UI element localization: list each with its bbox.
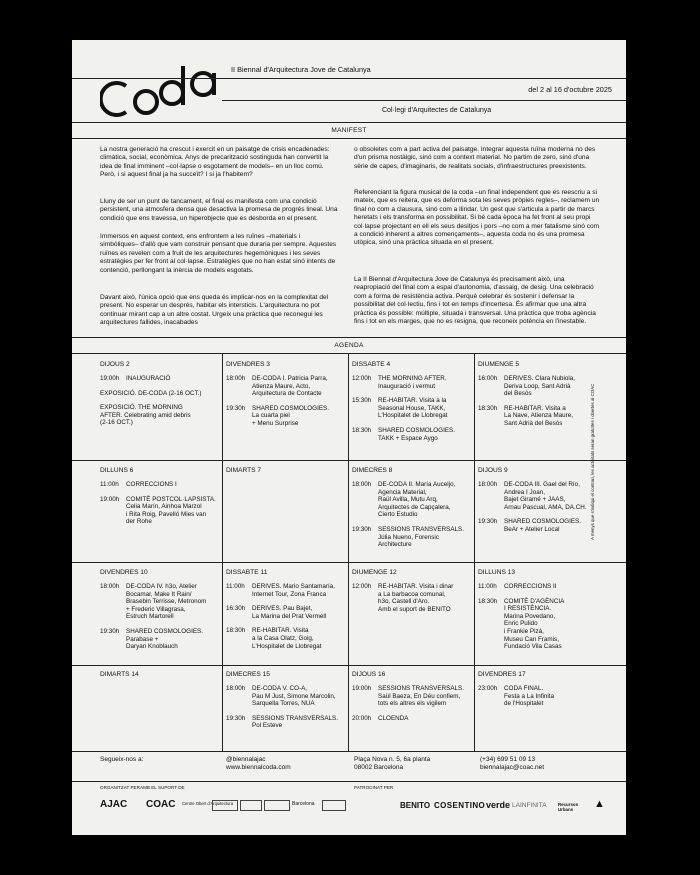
agenda-day-label: DIVENDRES 17: [478, 671, 526, 678]
divider: [222, 100, 626, 101]
event-description: EXPOSICIÓ. DE-CODA (2-16 OCT.): [100, 389, 202, 397]
sponsored-label: PATROCINAT PER: [354, 785, 394, 790]
centre-obert-logo: Centre Obert d'Arquitectura: [182, 801, 234, 806]
m-icon: ▲: [594, 798, 605, 810]
social-links[interactable]: @biennalajac www.biennalcoda.com: [226, 756, 291, 772]
biennal-title: II Biennal d'Arquitectura Jove de Catalunya: [231, 65, 371, 74]
event-description: DE-CODA II. María Auceljo, Agencia Material, Raül Avilla, Mutu Arq, Arquitectes de Capçalera, Cierto Estudio: [378, 481, 456, 519]
event-description: SESSIONS TRANSVERSALS. Pol Esteve: [252, 714, 338, 730]
manifest-paragraph: Lluny de ser un punt de tancament, el final es manifesta com una condició persistent, una atmosfera densa que desactiva la promesa de progrés lineal. Una condició que ens travessa, un hiperobjecte que es desborda en el present.: [100, 198, 338, 222]
divider: [72, 751, 626, 752]
agenda-day-label: DIVENDRES 3: [226, 361, 270, 368]
event-description: SESSIONS TRANSVERSALS. Saül Baeza, En Déu confiem, tots els altres els vigilem: [378, 685, 464, 708]
agenda-day-label: DIMECRES 8: [352, 467, 393, 474]
event-description: CODA FINAL. Festa a La Infinita de l'Hospitalet: [504, 685, 555, 708]
agenda-day-label: DILLUNS 13: [478, 569, 516, 576]
event-description: DE-CODA IV. h3o, Atelier Bocamar, Make It Rain/ Brasebin Terrisse, Metronom + Frederic Villagrasa, Estruch Martorell: [126, 583, 207, 621]
event-description: COMITÈ POSTCOL·LAPSISTA. Celia Marín, Ainhoa Marzol i Rita Roig, Pavelló Mies van der Rohe: [126, 495, 216, 526]
event-time: 11:00h: [100, 481, 119, 488]
ajac-logo: AJAC: [100, 799, 128, 810]
agenda-day-label: DIJOUS 9: [478, 467, 508, 474]
event-dates: del 2 al 16 d'octubre 2025: [528, 85, 612, 94]
poster: [72, 40, 626, 835]
event-description: CORRECCIONS I: [126, 481, 177, 488]
agenda-day-label: DIMARTS 14: [100, 671, 139, 678]
divider: [72, 353, 626, 354]
event-description: THE MORNING AFTER. Inauguració i vermut: [378, 375, 447, 390]
verde-logo: verde: [486, 800, 511, 810]
event-time: 23:00h: [478, 685, 498, 692]
coda-logo: [100, 58, 220, 120]
manifest-paragraph: La nostra generació ha crescut i exercit en un paisatge de crisis encadenades: climàtica, social, econòmica. Anys de precarització sostinguda han convertit la idea de final imminent –col·lapse o esgotament de models– en un lloc comú. Però, i si aquest final ja ha succeït? I si ja l'habitem?: [100, 146, 330, 179]
divider: [72, 460, 626, 461]
event-description: CLOENDA: [378, 714, 409, 722]
event-time: 18:00h: [226, 375, 246, 382]
agenda-heading: AGENDA: [334, 342, 364, 349]
column-divider: [474, 353, 475, 751]
follow-label: Segueix-nos a:: [100, 756, 144, 763]
manifest-paragraph: o obsoletes com a part activa del paisatge. Integrar aquesta ruïna moderna no des d'un prisma nostàlgic, sinó com a context material. No partim de zero, sinó d'una sèrie de capes, d'imaginaris, de realitats socials, d'infraestructures preexistents.: [354, 146, 596, 170]
event-time: 19:00h: [100, 375, 120, 382]
event-description: DE-CODA I. Patricia Parra, Atienza Maure, Acto, Arquitectura de Contacte: [252, 375, 328, 398]
agenda-day-label: DIUMENGE 5: [478, 361, 520, 368]
recursos-urbans-logo: Recursos Urbans: [558, 802, 579, 812]
divider: [72, 337, 626, 338]
manifest-paragraph: Referenciant la figura musical de la coda –un final independent que es reescriu a si mateix, que es reitera, que es deforma sota les seves pròpies regles–, reclamem un final no com a clausura, sinó com a llindar. Un gest que s'articula a partir de marcs heretats i els transforma en possibilitat. Si bé cada època ha fet front al seu propi col·lapse projectant en ell els seus desitjos i pors –no com a mer fatalisme sinó com a condició inherent a altres començaments–, aquesta coda no és una promesa utòpica, sinó una pràctica situada en el present.: [354, 189, 600, 247]
event-description: DERIVES. Pau Bajet, La Marina del Prat Vermell: [252, 605, 327, 620]
cosentino-logo: COSENTINO: [434, 801, 486, 810]
manifest-paragraph: Immersos en aquest context, ens enfrontem a les ruïnes –materials i simbòliques– d'allò que vam construir pensant que duraria per sempre. Aquestes ruïnes es revelen com a fruit de les arquitectures hegemòniques i les seves estratègies per fer front al col·lapse. Estratègies que no han estat sinó intents de contenció, perllongant la inèrcia de models esgotats.: [100, 233, 337, 274]
lainfinita-logo: LAINFINITA: [512, 802, 547, 809]
event-time: 15:30h: [352, 397, 372, 405]
coac-logo: COAC: [146, 799, 176, 810]
event-time: 16:00h: [478, 375, 498, 382]
agenda-day-label: DIJOUS 16: [352, 671, 386, 678]
event-description: DERIVES. Clara Nubiola, Deriva Loop, Sant Adrià del Besòs: [504, 375, 576, 398]
event-description: SHARED COSMOLOGIES. La cuarta piel + Menu Surprise: [252, 404, 329, 427]
agenda-day-label: DIVENDRES 10: [100, 569, 148, 576]
agenda-day-label: DIMECRES 15: [226, 671, 270, 678]
event-time: 18:00h: [100, 583, 120, 590]
event-time: 19:30h: [226, 404, 246, 412]
address: Plaça Nova n. 5, 6a planta 08002 Barcelona: [354, 756, 431, 772]
event-time: 18:00h: [352, 481, 372, 488]
manifest-paragraph: Davant això, l'única opció que ens queda és implicar-nos en la complexitat del present. No esperar un després, habitar els intersticis. L'arquitectura no pot continuar mirant cap a un altre costat. Urgeix una pràctica que reconegui les arquitectures fallides, inacabades: [100, 294, 329, 327]
event-description: CORRECCIONS II: [504, 583, 557, 590]
agenda-day-label: DIUMENGE 12: [352, 569, 397, 576]
divider: [72, 562, 626, 563]
agenda-day-label: DISSABTE 4: [352, 361, 391, 368]
benito-logo: BENITO: [400, 801, 431, 810]
manifest-paragraph: La II Biennal d'Arquitectura Jove de Catalunya és precisament això, una reapropiació del final com a espai d'autonomia, d'assaig, de desig. Una celebració com a forma de resistència activa. Perquè celebrar és sostenir i defensar la possibilitat del col·lectiu, fins i tot en temps d'incertesa. És afirmar que una altra pràctica és possible: múltiple, situada i transversal. Una pràctica que troba agència fins i tot en els marges, que no es resigna, que reconeix potència en l'inestable.: [354, 276, 596, 326]
divider: [72, 78, 626, 79]
event-time: 18:00h: [226, 685, 246, 692]
event-description: DE-CODA III. Gael del Río, Andrea I Joan, Bajet Giramé + JAAS, Arnau Pascual, AMA, DA.CH.: [504, 481, 587, 511]
event-time: 19:00h: [352, 685, 372, 692]
column-divider: [348, 353, 349, 751]
event-description: SHARED COSMOLOGIES. Parabase + Daryan Knoblauch: [126, 628, 203, 651]
organized-label: ORGANITZAT PER: [100, 785, 140, 790]
side-note: A menys que s'indiqui el contrari, les activitats seran gratuïtes i obertes al COAC: [590, 383, 595, 540]
divider: [72, 665, 626, 666]
event-time: 19:30h: [226, 714, 246, 722]
event-time: 20:00h: [352, 714, 372, 722]
event-time: 18:30h: [478, 404, 498, 412]
manifest-heading: MANIFEST: [331, 127, 367, 134]
event-description: RE-HABITAR. Visita i dinar a La barbacoa comunal, h3o, Castell d'Aro. Amb el suport de BENITO: [378, 583, 454, 613]
divider: [72, 138, 626, 139]
event-time: 12:00h: [352, 583, 372, 590]
event-time: 18:30h: [352, 427, 372, 434]
contact[interactable]: (+34) 699 51 09 13 biennalajac@coac.net: [480, 756, 545, 772]
event-description: INAUGURACIÓ: [126, 375, 171, 382]
event-time: 18:00h: [478, 481, 498, 488]
barcelona-logo: Barcelona: [292, 801, 315, 807]
event-description: SHARED COSMOLOGIES. BeAr + Atelier Local: [504, 518, 581, 533]
event-description: DE-CODA V. CO-A, Pau M Just, Simone Marcolin, Sarquella Torres, NUA: [252, 685, 336, 708]
agenda-day-label: DIJOUS 2: [100, 361, 130, 368]
event-time: 16:30h: [226, 605, 246, 613]
agenda-day-label: DIMARTS 7: [226, 467, 262, 474]
agenda-day-label: DILLUNS 6: [100, 467, 134, 474]
event-time: 19:30h: [100, 628, 120, 635]
event-time: 19:00h: [100, 495, 120, 503]
event-time: 19:30h: [478, 518, 498, 526]
event-description: COMITÈ D'AGÈNCIA I RESISTÈNCIA. Marina Povedano, Enric Pulido i Frankie Pizá, Museu Can Framis, Fundació Vila Casas: [504, 597, 565, 651]
event-time: 18:30h: [478, 597, 498, 605]
event-description: RE-HABITAR. Visita a la Casa Olatz, Goig, L'Hospitalet de Llobregat: [252, 627, 322, 650]
organizer-name: Col·legi d'Arquitectes de Catalunya: [382, 107, 492, 114]
divider: [72, 122, 626, 123]
event-description: EXPOSICIÓ. THE MORNING AFTER. Celebrating amid debris (2-16 OCT.): [100, 404, 191, 427]
event-time: 18:30h: [226, 627, 246, 635]
event-time: 12:00h: [352, 375, 372, 382]
event-time: 11:00h: [226, 583, 245, 590]
event-description: DERIVES. Mario Santamaría, Internet Tour, Zona Franca: [252, 583, 335, 598]
event-time: 11:00h: [478, 583, 497, 590]
event-description: RE-HABITAR. Visita a la Seasonal House, TAKK, L'Hospitalet de Llobregat: [378, 397, 448, 420]
event-description: SHARED COSMOLOGIES. TAKK + Espace Aygo: [378, 427, 455, 442]
support-label: AMB EL SUPORT DE: [140, 785, 185, 790]
divider: [72, 781, 626, 782]
event-time: 19:30h: [352, 526, 372, 533]
agenda-day-label: DISSABTE 11: [226, 569, 268, 576]
event-description: SESSIONS TRANSVERSALS. Júlia Nueno, Forensic Architecture: [378, 526, 464, 549]
event-description: RE-HABITAR. Visita a La Nave, Atienza Maure, Sant Adrià del Besòs: [504, 404, 573, 427]
